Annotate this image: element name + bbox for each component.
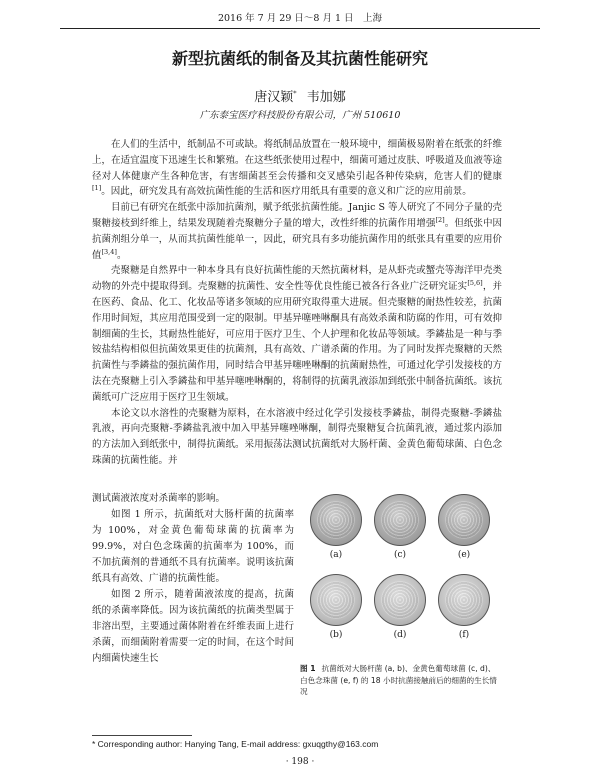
paragraph-prior-work: 目前已有研究在纸张中添加抗菌剂，赋予纸张抗菌性能。Janjic S 等人研究了不同分子量的壳聚糖接枝到纤维上，结果发现随着壳聚糖分子量的增大，改性纤维的抗菌作用增强[2]。但纸张中因抗菌剂组分单一，从而其抗菌性能单一，因此，研究具有多功能抗菌作用的纸张具有重要的应用价值[3,4]。	[92, 202, 502, 261]
affiliation: 广东泰宝医疗科技股份有限公司，广州 510610	[199, 110, 401, 121]
paragraph-chitosan: 壳聚糖是自然界中一种本身具有良好抗菌性能的天然抗菌材料，是从虾壳或蟹壳等海洋甲壳类动物的外壳中提取得到。壳聚糖的抗菌性、安全性等优良性能已被各行各业广泛研究证实[5,6]，并在医药、食品、化工、化妆品等诸多领域的应用研究取得重大进展。但壳聚糖的耐热性较差，抗菌作用时间短，其应用范围受到一定的限制。甲基异噻唑啉酮具有高效杀菌和防腐的作用，可有效抑制细菌的生长，其耐热性能好，可应用于医疗卫生、个人护理和化妆品等领域。季鏻盐是一种与季铵盐结构相似但抗菌效果更佳的抗菌剂，具有高效、广谱杀菌的作用。为了同时发挥壳聚糖的天然抗菌性与季鏻盐的强抗菌作用，同时结合甲基异噻唑啉酮的抗菌耐热性，可通过化学引发接枝的方法在壳聚糖上引入季鏻盐和甲基异噻唑啉酮的，将制得的抗菌乳液添加到纸张中制备抗菌纸。该抗菌纸可广泛应用于医疗卫生领域。	[92, 265, 502, 403]
figure-caption	[300, 663, 500, 698]
corresponding-author-footnote: * Corresponding author: Hanying Tang, E-mail address: gxuqgthy@163.com	[92, 739, 379, 749]
petri-dish-image-e	[438, 494, 490, 546]
citation: [1]	[92, 184, 102, 193]
running-header: 2016 年 7 月 29 日～8 月 1 日 上海	[60, 10, 540, 29]
paragraph-results-fig2: 如图 2 所示，随着菌液浓度的提高，抗菌纸的杀菌率降低。因为该抗菌纸的抗菌类型属于非溶出型，主要通过菌体附着在纤维表面上进行杀菌，而细菌附着需要一定的时间，在这个时间内细菌快速生长	[92, 589, 294, 664]
figure-caption-text: 抗菌纸对大肠杆菌 (a, b)、金黄色葡萄球菌 (c, d)、白色念珠菌 (e, f) 的 18 小时抗菌接触前后的细菌的生长情况	[300, 664, 497, 696]
panel-label: (d)	[393, 630, 407, 640]
body-text-left-column	[92, 491, 294, 667]
body-text-full-width	[92, 137, 502, 469]
author-second: 韦加娜	[306, 90, 346, 105]
paragraph-method: 本论文以水溶性的壳聚糖为原料，在水溶液中经过化学引发接枝季鏻盐，制得壳聚糖-季鏻盐乳液，再向壳聚糖-季鏻盐乳液中加入甲基异噻唑啉酮，制得壳聚糖复合抗菌乳液，通过浆内添加的方法加入到纸张中，制得抗菌纸。采用振荡法测试抗菌纸对大肠杆菌、金黄色葡萄球菌、白色念珠菌的抗菌性能。并	[92, 407, 502, 466]
figure-1	[300, 490, 500, 720]
panel-label: (e)	[457, 550, 471, 560]
panel-label: (f)	[458, 630, 470, 640]
petri-dish-image-f	[438, 574, 490, 626]
page-number: · 198 ·	[285, 757, 315, 767]
figure-number: 图 1	[300, 664, 316, 673]
footnote-divider	[92, 735, 192, 736]
paper-title: 新型抗菌纸的制备及其抗菌性能研究	[171, 49, 428, 68]
panel-label: (a)	[329, 550, 343, 560]
paragraph-method-continued: 测试菌液浓度对杀菌率的影响。	[92, 493, 226, 504]
petri-dish-image-c	[374, 494, 426, 546]
citation: [5,6]	[467, 279, 483, 288]
panel-label: (b)	[329, 630, 343, 640]
citation: [2]	[435, 215, 445, 224]
citation: [3,4]	[101, 247, 117, 256]
petri-dish-image-b	[310, 574, 362, 626]
petri-dish-image-a	[310, 494, 362, 546]
author-line	[60, 86, 540, 105]
paragraph-intro: 在人们的生活中，纸制品不可或缺。将纸制品放置在一般环境中，细菌极易附着在纸张的纤维上，在适宜温度下迅速生长和繁殖。在这些纸张使用过程中，细菌可通过皮肤、呼吸道及血液等途径对人体健康产生各种危害，有害细菌甚至会传播和交叉感染引起各种传染病，危害人们的健康[1]。因此，研究发具有高效抗菌性能的生活和医疗用纸具有重要的意义和广泛的应用前景。	[92, 139, 502, 198]
paragraph-results-fig1: 如图 1 所示，抗菌纸对大肠杆菌的抗菌率为 100%，对金黄色葡萄球菌的抗菌率为 99.9%，对白色念珠菌的抗菌率为 100%，而不加抗菌剂的普通纸不具有抗菌率。说明该抗菌纸具有高效、广谱的抗菌性能。	[92, 509, 294, 584]
panel-label: (c)	[393, 550, 407, 560]
petri-dish-grid	[300, 490, 500, 650]
corresponding-mark: *	[293, 89, 297, 98]
author-first: 唐汉颖	[254, 90, 294, 105]
petri-dish-image-d	[374, 574, 426, 626]
